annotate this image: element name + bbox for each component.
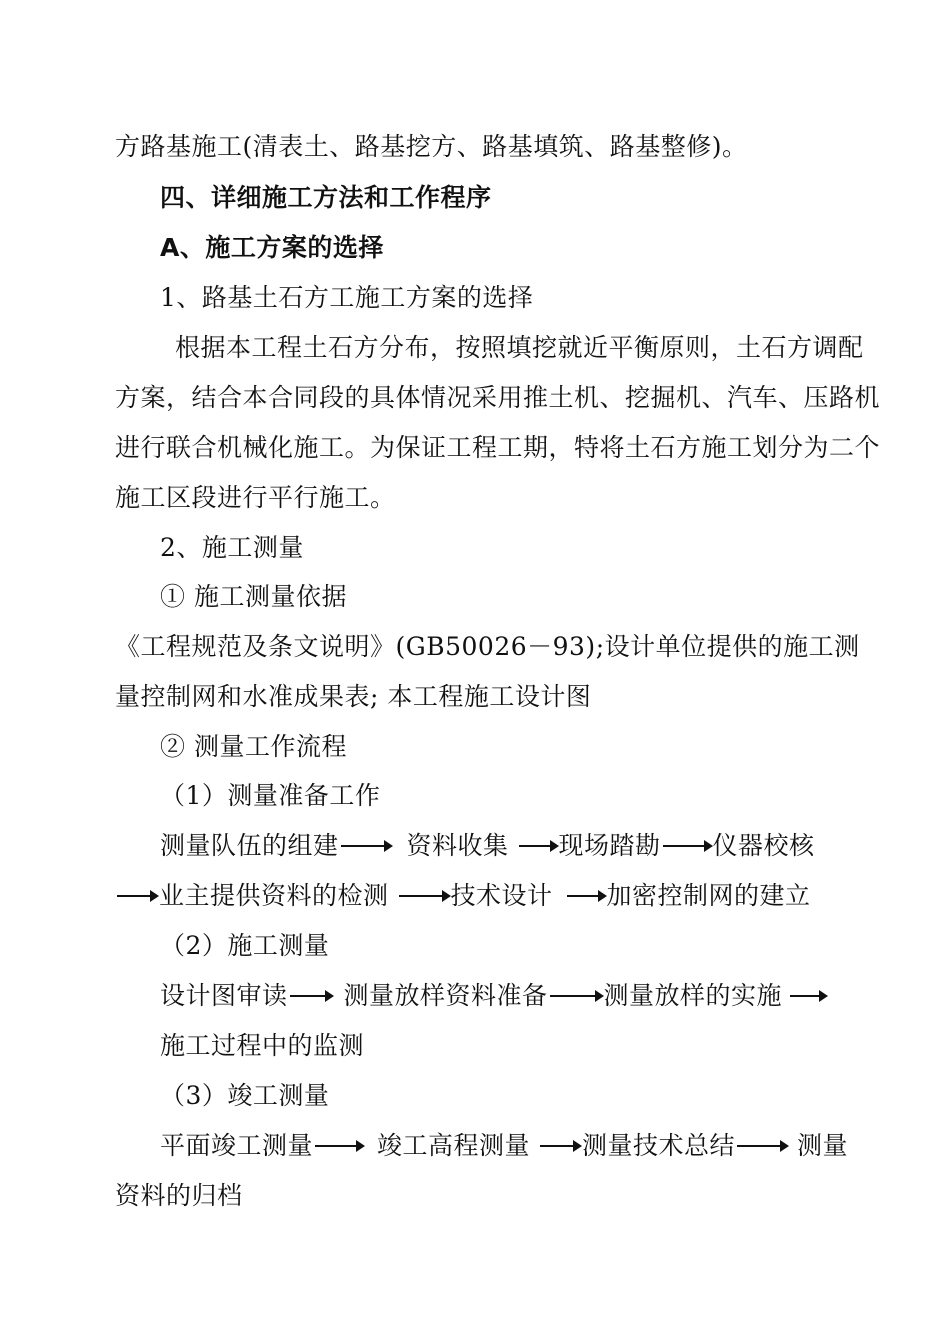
paragraph-line-4: 施工区段进行平行施工。 [115,483,396,512]
sub-item-2: ② 测量工作流程 [160,732,347,761]
paragraph-line-3: 进行联合机械化施工。为保证工程工期，特将土石方施工划分为二个 [115,433,881,462]
flow-step: 测量放样资料准备 [343,981,548,1010]
arrow-icon [315,1145,363,1147]
basis-line-2: 量控制网和水准成果表; 本工程施工设计图 [115,682,592,711]
flow-step: 测量队伍的组建 [160,831,339,860]
section-heading: 四、详细施工方法和工作程序 [160,183,492,212]
arrow-icon [567,895,605,897]
subsection-heading: A、施工方案的选择 [160,233,384,262]
arrow-icon [540,1145,580,1147]
flow-step: 业主提供资料的检测 [159,881,389,910]
paragraph-line-2: 方案，结合本合同段的具体情况采用推土机、挖掘机、汽车、压路机 [115,383,881,412]
item-heading-2: 2、施工测量 [160,533,304,562]
sub-item-1: ① 施工测量依据 [160,582,347,611]
arrow-icon [117,895,157,897]
basis-line-1: 《工程规范及条文说明》(GB50026－93);设计单位提供的施工测 [115,632,860,661]
flow-step: 现场踏勘 [558,831,661,860]
arrow-icon [290,995,332,997]
arrow-icon [663,845,711,847]
item-heading-1: 1、路基土石方工施工方案的选择 [160,283,534,312]
flow-step: 测量放样的实施 [603,981,783,1010]
flow-line-3 [160,979,828,1013]
flow-step: 仪器校核 [712,831,815,860]
flow-line-1 [160,829,815,863]
step-heading-2: （2）施工测量 [160,931,330,960]
arrow-icon [519,845,557,847]
flow-step: 测量技术总结 [582,1131,736,1160]
arrow-icon [550,995,602,997]
arrow-icon [790,995,826,997]
flow-step: 平面竣工测量 [160,1131,314,1160]
step-heading-1: （1）测量准备工作 [160,781,381,810]
flow-line-2 [115,879,811,913]
arrow-icon [341,845,391,847]
arrow-icon [399,895,449,897]
flow-line-4-continued: 资料的归档 [115,1181,243,1210]
flow-line-3-continued: 施工过程中的监测 [160,1031,365,1060]
arrow-icon [737,1145,787,1147]
text-line-1: 方路基施工(清表土、路基挖方、路基填筑、路基整修)。 [115,132,748,161]
flow-step: 设计图审读 [160,981,288,1010]
flow-step: 竣工高程测量 [377,1131,531,1160]
paragraph-line-1: 根据本工程土石方分布，按照填挖就近平衡原则，土石方调配 [175,333,864,362]
flow-line-4 [160,1129,848,1163]
step-heading-3: （3）竣工测量 [160,1081,330,1110]
flow-step: 技术设计 [450,881,553,910]
flow-step: 资料收集 [406,831,509,860]
flow-step: 测量 [797,1131,849,1160]
flow-step: 加密控制网的建立 [606,881,811,910]
